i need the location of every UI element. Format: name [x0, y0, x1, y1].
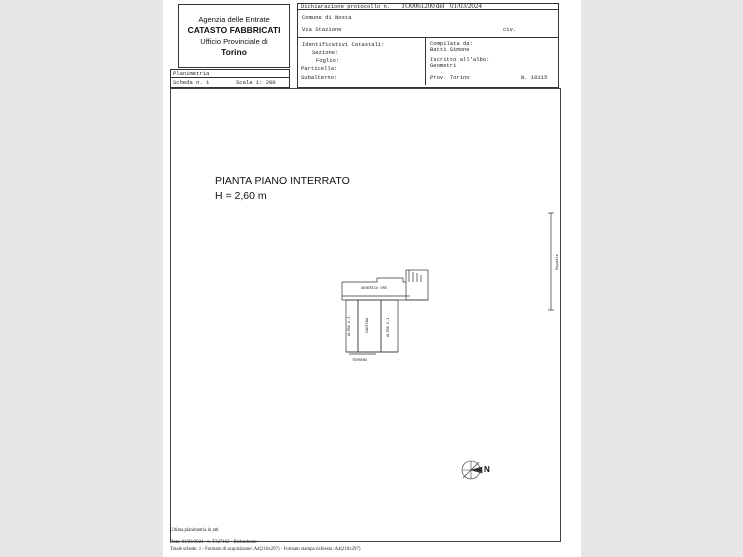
particella-label: Particella:: [301, 65, 338, 72]
address: Via Stazione: [302, 26, 342, 33]
sheet-type: Planimetria: [173, 70, 210, 77]
agency-name: Agenzia delle Entrate: [198, 15, 270, 24]
compiled-name: Batti Simone: [430, 46, 470, 53]
sheet-number: Scheda n. 1: [173, 79, 210, 86]
plan-title-text: PIANTA PIANO INTERRATO: [215, 175, 350, 187]
province: Prov. Torino: [430, 74, 470, 81]
room-a-label: ALTRA U.I.: [348, 314, 352, 336]
room-c-label: ALTRA U.I.: [387, 315, 391, 337]
plan-height: H = 2,60 m: [215, 190, 267, 202]
identifiers-label: Identificativi Catastali:: [302, 41, 385, 48]
civ-label: civ.: [503, 26, 517, 33]
subalterno-label: Subalterno:: [301, 74, 338, 81]
footer-line-2: Data: 01/03/2024 - n. T327162 - Richiedente:: [170, 540, 258, 545]
side-label: Mappale: [556, 254, 560, 270]
sezione-label: Sezione:: [312, 49, 339, 56]
foglio-label: Foglio:: [316, 57, 340, 64]
registered-value: Geometri: [430, 62, 457, 69]
label-top: GENERICO ORE: [361, 287, 387, 291]
north-label: N: [484, 465, 490, 474]
protocol-number: TO0061200: [401, 2, 435, 10]
compass-rose: [462, 461, 482, 479]
registered-label: Iscritto all'albo:: [430, 56, 490, 63]
protocol-date: 01/03/2024: [450, 2, 482, 10]
label-bottom: TERRENO: [352, 359, 368, 363]
compiled-label: Compilata da:: [430, 40, 473, 47]
agency-city: Torino: [221, 47, 247, 57]
room-b-label: CANTINA: [366, 317, 370, 333]
footer-line-3: Totale schede: 1 - Formato di acquisizione: A4(210x297) - Formato stampa richiesto: A4(210x297): [170, 547, 361, 552]
comune: Comune di Nosta: [302, 14, 352, 21]
registration-number: N. 10115: [521, 74, 548, 81]
sheet-scale: Scala 1: 200: [236, 79, 276, 86]
agency-office: Ufficio Provinciale di: [200, 37, 268, 46]
footer-line-1: Ultima planimetria in atti: [170, 528, 219, 533]
protocol-date-label: del: [436, 2, 445, 10]
agency-department: CATASTO FABBRICATI: [187, 25, 281, 35]
protocol-label: Dichiarazione protocollo n.: [301, 3, 391, 10]
